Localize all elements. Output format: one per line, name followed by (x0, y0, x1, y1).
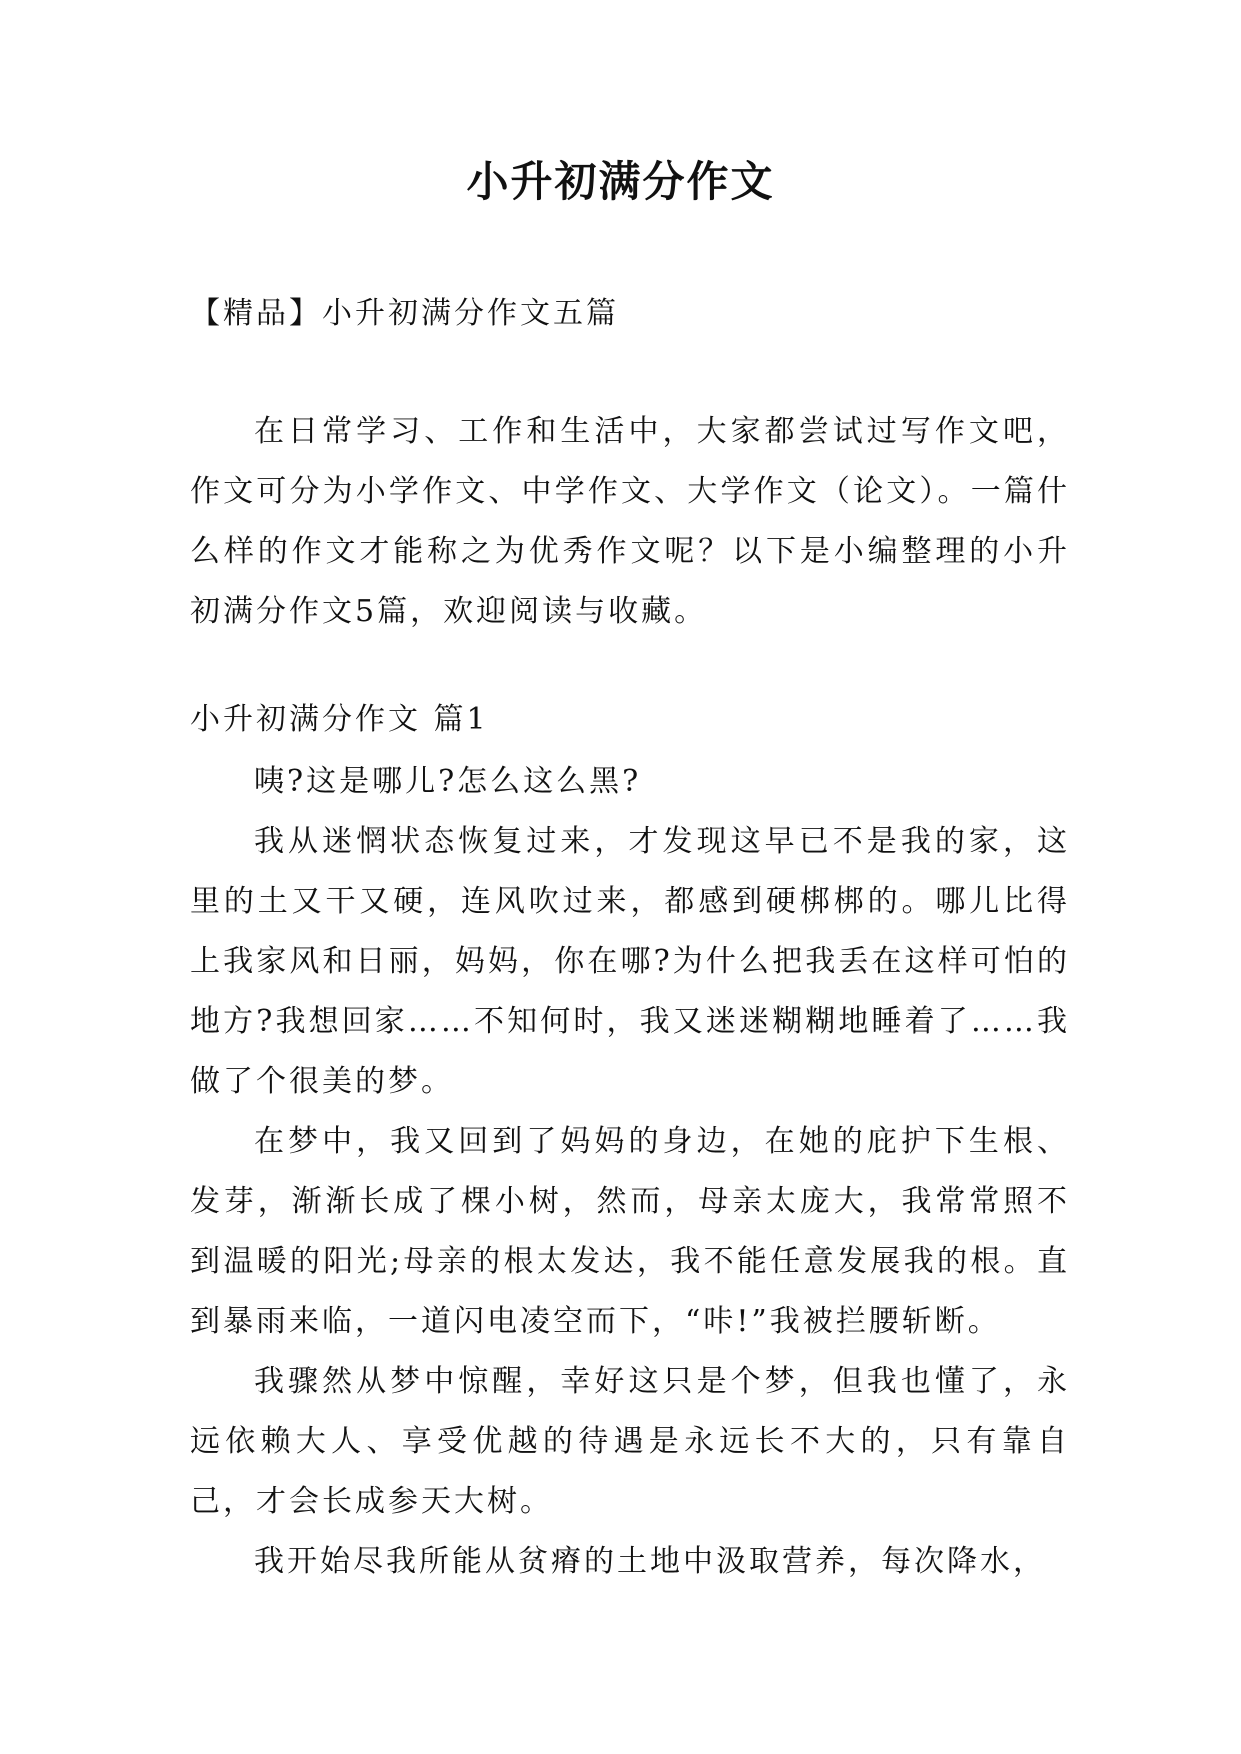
intro-paragraph: 在日常学习、工作和生活中，大家都尝试过写作文吧，作文可分为小学作文、中学作文、大学作文（论文）。一篇什么样的作文才能称之为优秀作文呢？以下是小编整理的小升初满分作文5篇，欢迎阅读与收藏。 (190, 414, 1070, 629)
essay-paragraph: 我从迷惘状态恢复过来，才发现这早已不是我的家，这里的土又干又硬，连风吹过来，都感到硬梆梆的。哪儿比得上我家风和日丽，妈妈，你在哪?为什么把我丢在这样可怕的地方?我想回家……不知何时，我又迷迷糊糊地睡着了……我做了个很美的梦。 (190, 824, 1070, 1099)
document-title: 小升初满分作文 (466, 157, 775, 206)
essay-heading: 小升初满分作文 篇1 (190, 702, 489, 737)
essay-paragraph: 在梦中，我又回到了妈妈的身边，在她的庇护下生根、发芽，渐渐长成了棵小树，然而，母亲太庞大，我常常照不到温暖的阳光;母亲的根太发达，我不能任意发展我的根。直到暴雨来临，一道闪电凌空而下，“咔!”我被拦腰斩断。 (190, 1124, 1070, 1339)
intro-section (190, 402, 1070, 642)
document-subtitle: 【精品】小升初满分作文五篇 (190, 296, 619, 331)
essay-paragraph: 我骤然从梦中惊醒，幸好这只是个梦，但我也懂了，永远依赖大人、享受优越的待遇是永远长不大的，只有靠自己，才会长成参天大树。 (190, 1364, 1070, 1519)
essay-body (190, 752, 1070, 1592)
essay-paragraph: 咦?这是哪儿?怎么这么黑? (254, 764, 642, 799)
essay-paragraph: 我开始尽我所能从贫瘠的土地中汲取营养，每次降水， (254, 1544, 1046, 1579)
